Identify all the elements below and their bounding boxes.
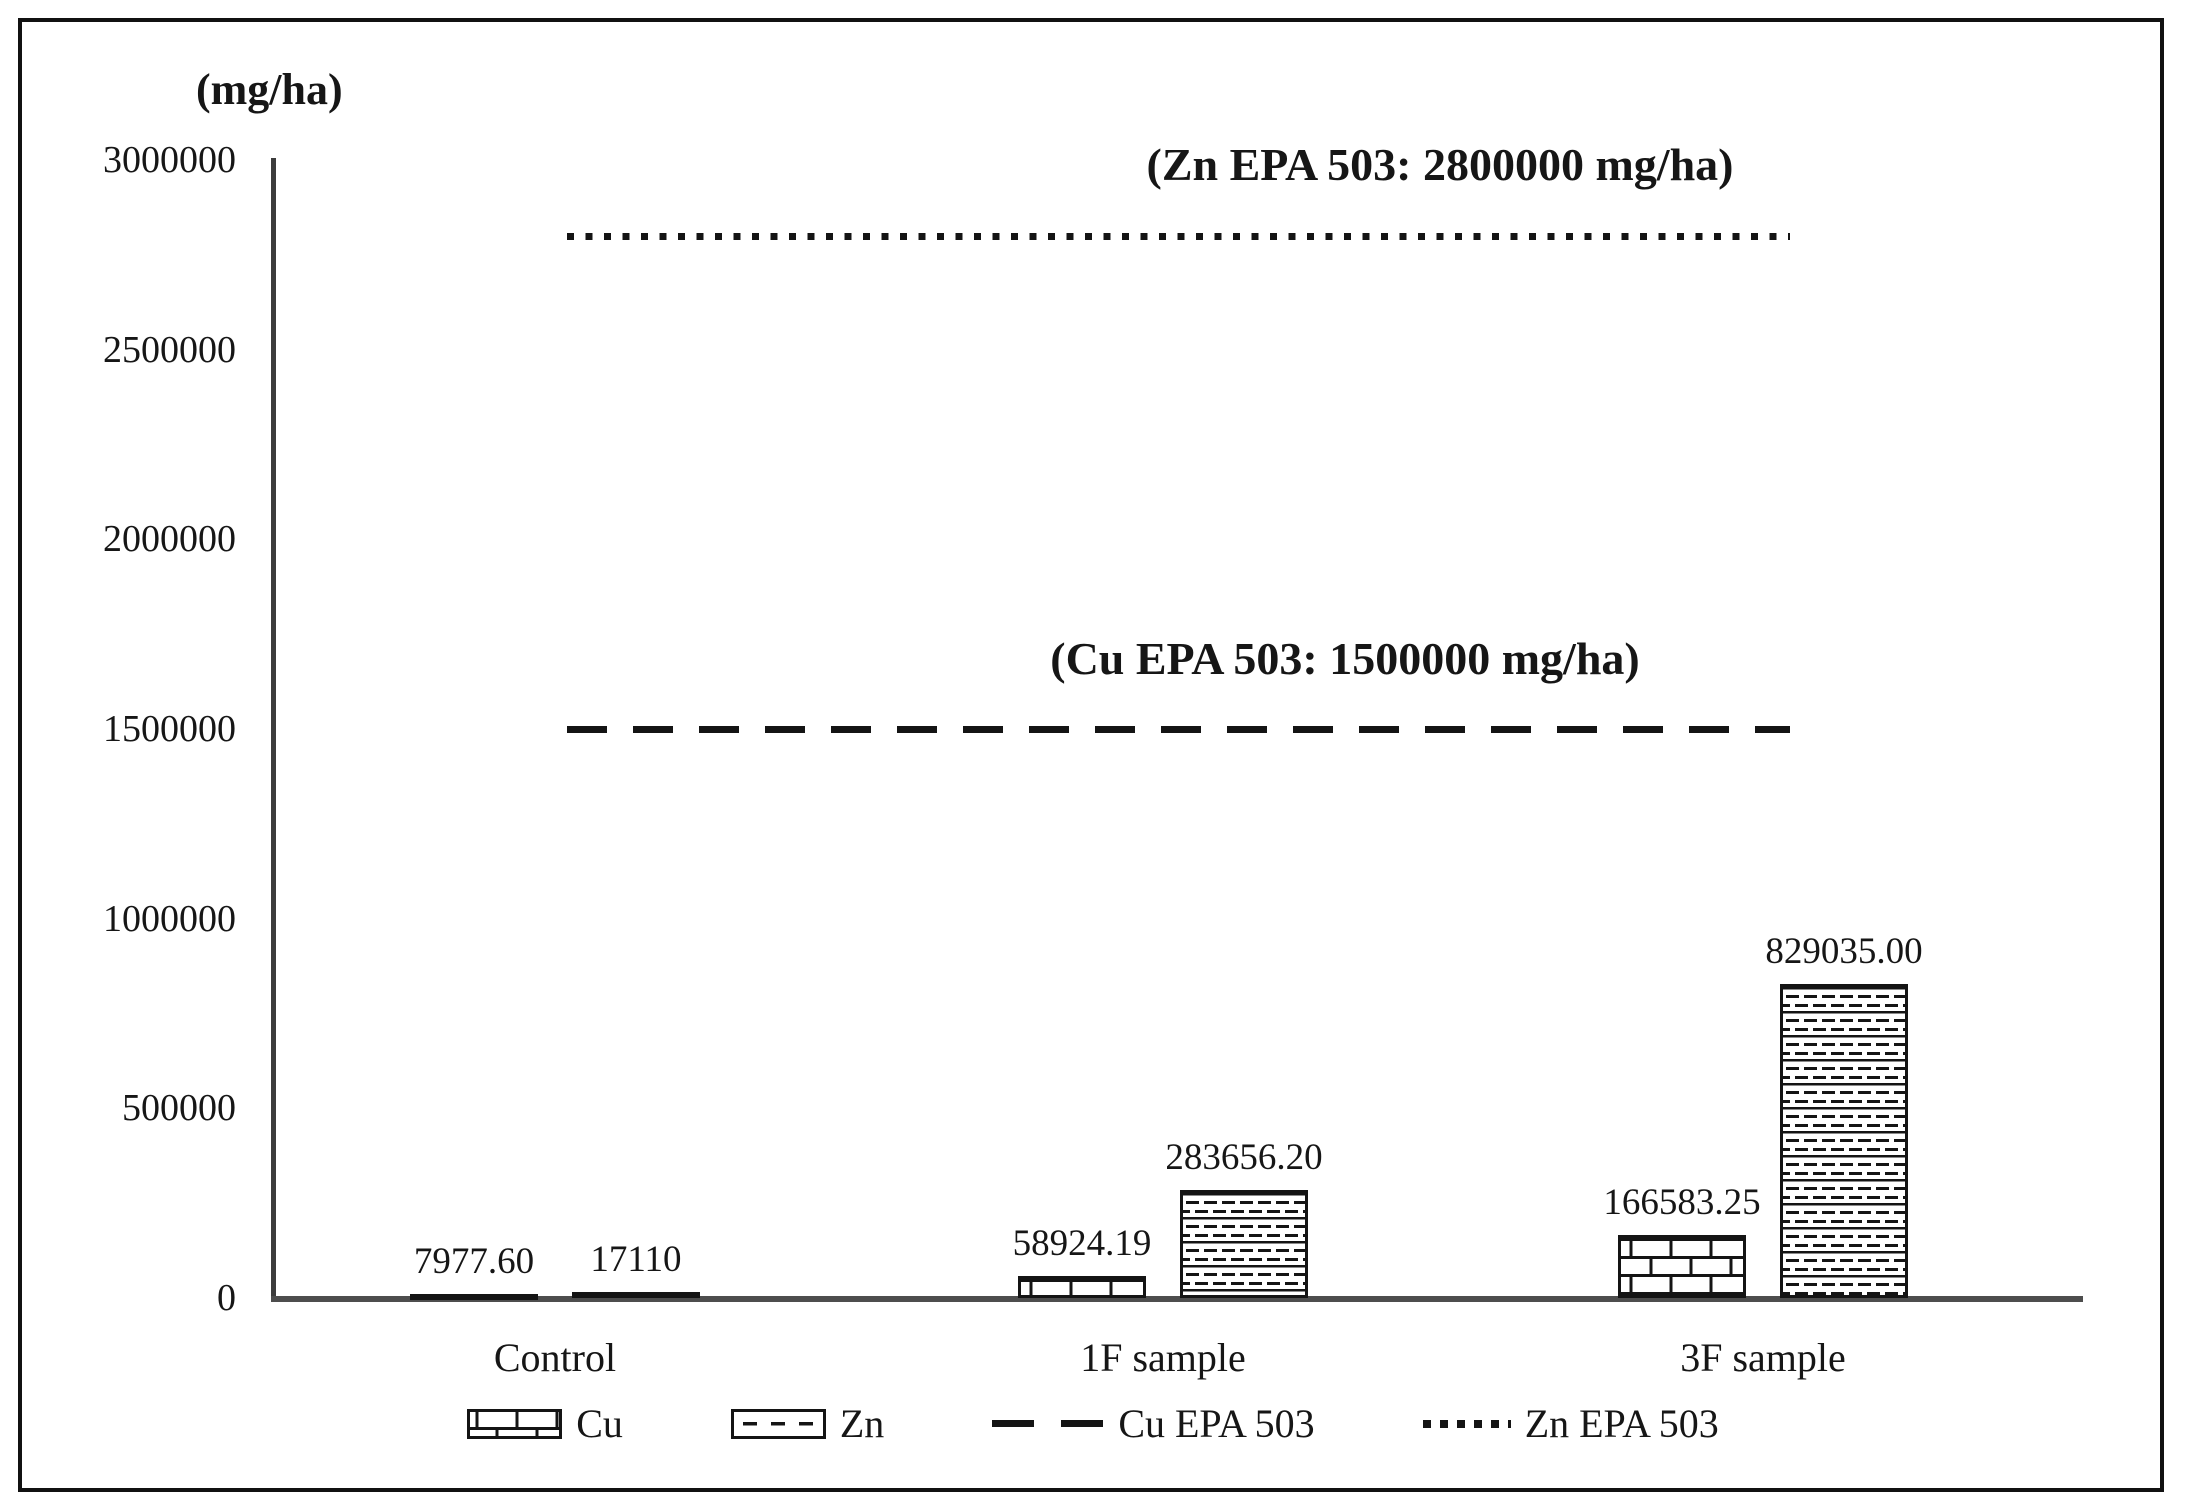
y-tick-label: 2000000 [103,518,236,561]
category-label-3f-sample: 3F sample [1680,1335,1846,1380]
category-label-1f-sample: 1F sample [1080,1335,1246,1380]
dotted-line-swatch-icon [1423,1420,1511,1428]
bar-cu-control [410,1294,538,1300]
bar-value-label: 17110 [590,1238,682,1280]
y-tick-label: 3000000 [103,139,236,181]
bar-value-label: 166583.25 [1603,1181,1761,1223]
legend-item-cu-epa-503 [992,1400,1314,1447]
legend-label: Cu EPA 503 [1118,1401,1315,1446]
bar-value-label: 7977.60 [413,1241,535,1282]
cu-epa-annotation: (Cu EPA 503: 1500000 mg/ha) [1050,633,1640,684]
bar-value-label: 58924.19 [1012,1222,1152,1264]
bar-zn-3f-sample [1780,984,1908,1298]
zn-epa-annotation: (Zn EPA 503: 2800000 mg/ha) [1146,139,1734,190]
legend-item-cu [467,1400,623,1447]
reference-line-cu-epa-503 [567,726,1790,733]
legend-item-zn [731,1400,884,1447]
legend-label: Cu [576,1401,623,1446]
bar-cu-1f-sample [1018,1276,1146,1298]
category-label-control: Control [493,1335,617,1380]
reference-line-zn-epa-503 [567,233,1790,240]
bar-cu-3f-sample [1618,1235,1746,1298]
legend-label: Zn EPA 503 [1524,1401,1719,1446]
legend [0,1400,2186,1447]
y-tick-label: 0 [217,1277,236,1319]
y-tick-label: 2500000 [103,328,236,371]
bar-zn-control [572,1292,700,1298]
bar-value-label: 283656.20 [1165,1137,1323,1179]
y-tick-label: 1000000 [103,897,236,940]
legend-item-zn-epa-503 [1423,1400,1719,1447]
y-tick-label: 500000 [122,1087,236,1130]
y-axis-line [271,158,276,1302]
brick-pattern-swatch-icon [467,1409,562,1439]
dash-pattern-swatch-icon [731,1409,826,1439]
y-tick-label: 1500000 [103,708,236,750]
legend-label: Zn [839,1401,885,1446]
y-axis-title: (mg/ha) [196,65,343,114]
dashed-line-swatch-icon [992,1420,1104,1427]
bar-value-label: 829035.00 [1765,930,1923,972]
